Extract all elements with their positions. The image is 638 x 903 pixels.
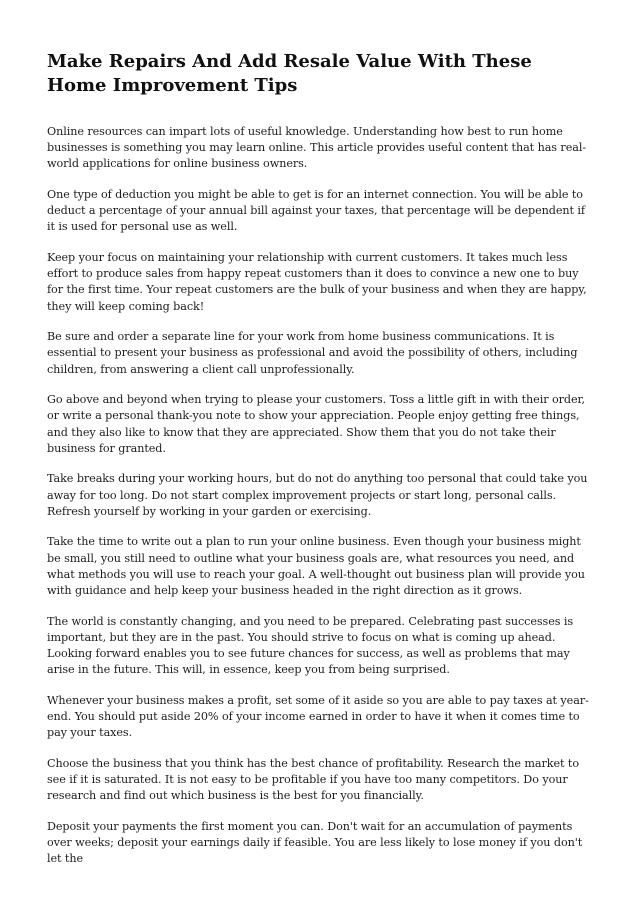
document-title: Make Repairs And Add Resale Value With These Home Improvement Tips [47,51,532,96]
paragraph: Take breaks during your working hours, but do not do anything too personal that could take you away for too long. Do not start complex improvement projects or start long, personal calls. Refresh yourself by working in your garden or exercising. [47,472,588,518]
paragraph: Keep your focus on maintaining your relationship with current customers. It takes much less effort to produce sales from happy repeat customers than it does to convince a new one to buy for the first time. Your repeat customers are the bulk of your business and when they are happy, they will keep coming back! [47,251,587,313]
paragraph: Go above and beyond when trying to please your customers. Toss a little gift in with their order, or write a personal thank-you note to show your appreciation. People enjoy getting free things, and they also like to know that they are appreciated. Show them that you do not take their business for granted. [47,393,586,455]
paragraph: Online resources can impart lots of useful knowledge. Understanding how best to run home businesses is something you may learn online. This article provides useful content that has real-world applications for online business owners. [47,125,587,171]
paragraph: Whenever your business makes a profit, set some of it aside so you are able to pay taxes at year-end. You should put aside 20% of your income earned in order to have it when it comes time to pay your taxes. [47,693,589,740]
paragraph: Choose the business that you think has the best chance of profitability. Research the market to see if it is saturated. It is not easy to be profitable if you have too many competitors. Do your research and find out which business is the best for you financially. [47,756,579,803]
paragraph: Deposit your payments the first moment you can. Don't wait for an accumulation of payments over weeks; deposit your earnings daily if feasible. You are less likely to lose money if you don't let the [47,819,583,866]
paragraph: The world is constantly changing, and you need to be prepared. Celebrating past successes is important, but they are in the past. You should strive to focus on what is coming up ahead. Looking forward enables you to see future chances for success, as well as problems that may arise in the future. This will, in essence, keep you from being surprised. [47,614,574,677]
document-page [47,50,595,882]
paragraph: One type of deduction you might be able to get is for an internet connection. You will be able to deduct a percentage of your annual bill against your taxes, that percentage will be dependent if it is used for personal use as well. [47,188,585,234]
paragraph: Be sure and order a separate line for your work from home business communications. It is essential to present your business as professional and avoid the possibility of others, including children, from answering a client call unprofessionally. [47,330,578,376]
paragraph: Take the time to write out a plan to run your online business. Even though your business might be small, you still need to outline what your business goals are, what resources you need, and what methods you will use to reach your goal. A well-thought out business plan will provide you with guidance and help keep your business headed in the right direction as it grows. [47,535,585,598]
